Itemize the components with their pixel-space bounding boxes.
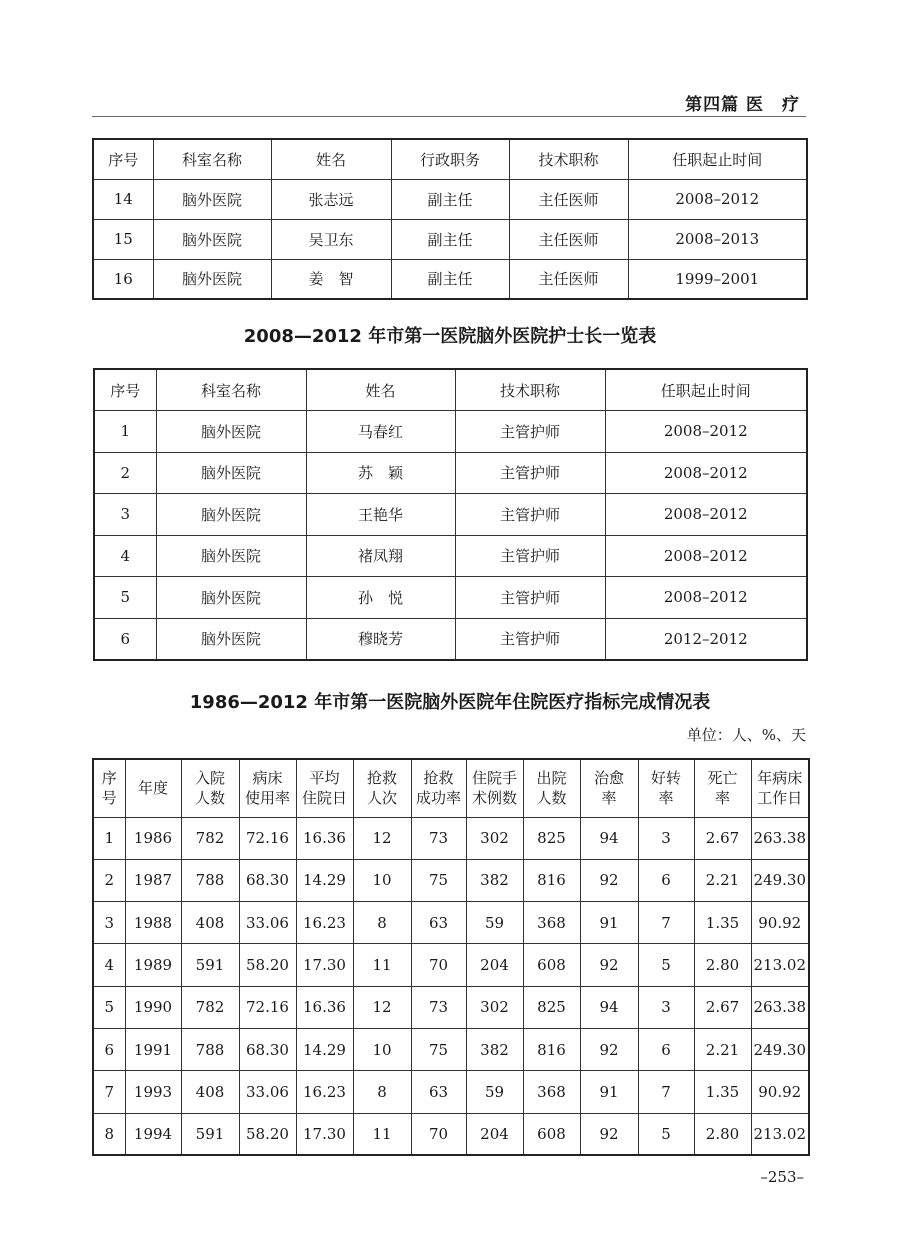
- table-cell: 脑外医院: [156, 494, 306, 536]
- table-cell: 825: [523, 817, 580, 859]
- table-cell: 3: [93, 902, 125, 944]
- table-row: [93, 259, 807, 299]
- table-cell: 591: [181, 944, 239, 986]
- table-cell: 825: [523, 986, 580, 1028]
- table-cell: 59: [466, 1071, 523, 1113]
- table-cell: 1991: [125, 1028, 181, 1070]
- table-cell: 吴卫东: [271, 219, 391, 259]
- column-header-line: 入院: [194, 769, 225, 788]
- table-cell: 11: [353, 944, 411, 986]
- table-cell: 75: [411, 1028, 466, 1070]
- table-cell: 92: [580, 859, 638, 901]
- table-cell: 16.36: [296, 817, 353, 859]
- table-cell: 11: [353, 1113, 411, 1155]
- table-cell: 2: [94, 452, 156, 494]
- table-cell: 6: [638, 1028, 694, 1070]
- table-cell: 816: [523, 859, 580, 901]
- table-cell: 10: [353, 859, 411, 901]
- column-header: 科室名称: [156, 369, 306, 411]
- column-header-line: 率: [714, 789, 730, 808]
- table-cell: 孙 悦: [306, 577, 455, 619]
- chapter-title: 第四篇 医 疗: [685, 95, 800, 115]
- table-cell: 主管护师: [455, 577, 605, 619]
- table-cell: 382: [466, 1028, 523, 1070]
- table-cell: 副主任: [391, 219, 509, 259]
- table-cell: 脑外医院: [153, 179, 271, 219]
- table-cell: 5: [94, 577, 156, 619]
- table-cell: 63: [411, 1071, 466, 1113]
- table-cell: 92: [580, 944, 638, 986]
- table-cell: 408: [181, 902, 239, 944]
- table-row: [93, 817, 809, 859]
- column-header-line: 率: [601, 789, 617, 808]
- table-cell: 2: [93, 859, 125, 901]
- table-cell: 5: [638, 1113, 694, 1155]
- table-cell: 主管护师: [455, 411, 605, 453]
- table-cell: 1.35: [694, 902, 751, 944]
- column-header: 行政职务: [391, 139, 509, 179]
- table-cell: 4: [94, 535, 156, 577]
- column-header-line: 术例数: [471, 789, 517, 808]
- table-cell: 2.67: [694, 817, 751, 859]
- column-header: 科室名称: [153, 139, 271, 179]
- table-row: [94, 411, 807, 453]
- table-cell: 263.38: [751, 986, 809, 1028]
- table-cell: 1: [93, 817, 125, 859]
- column-header-line: 号: [101, 789, 117, 808]
- table-cell: 2.80: [694, 1113, 751, 1155]
- column-header-line: 年病床: [757, 769, 803, 788]
- medical-indicators-table: [92, 758, 810, 1156]
- table-cell: 12: [353, 817, 411, 859]
- table-cell: 2.80: [694, 944, 751, 986]
- column-header: [93, 759, 125, 817]
- table-cell: 脑外医院: [156, 411, 306, 453]
- column-header: [694, 759, 751, 817]
- page-number: –253–: [760, 1168, 804, 1186]
- table-cell: 7: [638, 1071, 694, 1113]
- column-header-line: 人次: [366, 789, 397, 808]
- table-cell: 608: [523, 944, 580, 986]
- column-header-line: 人数: [194, 789, 225, 808]
- table-cell: 2.21: [694, 1028, 751, 1070]
- table-header-row: [93, 759, 809, 817]
- table-cell: 2008–2013: [628, 219, 807, 259]
- table-cell: 2012–2012: [605, 618, 807, 660]
- table-cell: 副主任: [391, 179, 509, 219]
- table-cell: 脑外医院: [156, 452, 306, 494]
- table-cell: 302: [466, 986, 523, 1028]
- table-cell: 788: [181, 859, 239, 901]
- table-cell: 16: [93, 259, 153, 299]
- table-cell: 816: [523, 1028, 580, 1070]
- table-cell: 1.35: [694, 1071, 751, 1113]
- column-header: [523, 759, 580, 817]
- page-header: [92, 88, 806, 117]
- column-header-line: 工作日: [757, 789, 803, 808]
- table-cell: 90.92: [751, 902, 809, 944]
- table-cell: 68.30: [239, 859, 296, 901]
- column-header: 任职起止时间: [605, 369, 807, 411]
- column-header: [638, 759, 694, 817]
- table-row: [93, 902, 809, 944]
- table-cell: 249.30: [751, 1028, 809, 1070]
- table-cell: 2008–2012: [628, 179, 807, 219]
- table-cell: 主任医师: [509, 259, 628, 299]
- table-cell: 2008–2012: [605, 577, 807, 619]
- table-cell: 608: [523, 1113, 580, 1155]
- table-cell: 副主任: [391, 259, 509, 299]
- column-header: [125, 759, 181, 817]
- table-cell: 6: [94, 618, 156, 660]
- table-cell: 204: [466, 1113, 523, 1155]
- table-cell: 14: [93, 179, 153, 219]
- table-cell: 2008–2012: [605, 411, 807, 453]
- table-cell: 主管护师: [455, 494, 605, 536]
- table-cell: 16.23: [296, 1071, 353, 1113]
- table-row: [94, 577, 807, 619]
- medical-indicators-table-title: 1986—2012 年市第一医院脑外医院年住院医疗指标完成情况表: [189, 692, 711, 713]
- table-cell: 75: [411, 859, 466, 901]
- column-header-line: 人数: [536, 789, 567, 808]
- table-cell: 2008–2012: [605, 494, 807, 536]
- head-nurse-table-title: 2008—2012 年市第一医院脑外医院护士长一览表: [243, 326, 657, 347]
- table-cell: 主管护师: [455, 452, 605, 494]
- table-cell: 58.20: [239, 944, 296, 986]
- table-cell: 94: [580, 817, 638, 859]
- table-cell: 591: [181, 1113, 239, 1155]
- table-cell: 15: [93, 219, 153, 259]
- table-cell: 2008–2012: [605, 452, 807, 494]
- table-cell: 788: [181, 1028, 239, 1070]
- table-cell: 1988: [125, 902, 181, 944]
- table-cell: 73: [411, 817, 466, 859]
- table-cell: 782: [181, 986, 239, 1028]
- column-header-line: 抢救: [366, 769, 397, 788]
- table-cell: 73: [411, 986, 466, 1028]
- table-cell: 马春红: [306, 411, 455, 453]
- table-row: [93, 1028, 809, 1070]
- table-cell: 33.06: [239, 1071, 296, 1113]
- table-cell: 33.06: [239, 902, 296, 944]
- table-cell: 穆晓芳: [306, 618, 455, 660]
- column-header: [751, 759, 809, 817]
- column-header: 序号: [94, 369, 156, 411]
- table-cell: 368: [523, 1071, 580, 1113]
- table-cell: 褚凤翔: [306, 535, 455, 577]
- table-cell: 1994: [125, 1113, 181, 1155]
- table-cell: 主管护师: [455, 535, 605, 577]
- table-row: [94, 494, 807, 536]
- table-cell: 92: [580, 1113, 638, 1155]
- column-header: 姓名: [306, 369, 455, 411]
- table-cell: 主管护师: [455, 618, 605, 660]
- column-header-line: 住院手: [471, 769, 517, 788]
- table-cell: 16.23: [296, 902, 353, 944]
- table-cell: 16.36: [296, 986, 353, 1028]
- table-cell: 3: [94, 494, 156, 536]
- table-cell: 1999–2001: [628, 259, 807, 299]
- table-cell: 368: [523, 902, 580, 944]
- table-cell: 5: [93, 986, 125, 1028]
- table-cell: 8: [353, 1071, 411, 1113]
- table-cell: 1987: [125, 859, 181, 901]
- table-cell: 10: [353, 1028, 411, 1070]
- table-cell: 782: [181, 817, 239, 859]
- table-cell: 8: [93, 1113, 125, 1155]
- column-header-line: 住院日: [301, 789, 347, 808]
- table-cell: 204: [466, 944, 523, 986]
- column-header-line: 出院: [536, 769, 567, 788]
- table-cell: 72.16: [239, 817, 296, 859]
- table-cell: 脑外医院: [153, 219, 271, 259]
- column-header-line: 年度: [137, 779, 168, 798]
- column-header: [296, 759, 353, 817]
- table-row: [93, 1113, 809, 1155]
- table-cell: 213.02: [751, 944, 809, 986]
- column-header-line: 平均: [309, 769, 340, 788]
- table-cell: 249.30: [751, 859, 809, 901]
- column-header: 姓名: [271, 139, 391, 179]
- column-header-line: 序: [101, 769, 117, 788]
- table-cell: 主任医师: [509, 179, 628, 219]
- table-cell: 263.38: [751, 817, 809, 859]
- table-cell: 主任医师: [509, 219, 628, 259]
- table-cell: 脑外医院: [156, 535, 306, 577]
- column-header: [580, 759, 638, 817]
- unit-note: 单位：人、%、天: [686, 726, 806, 744]
- table-row: [94, 452, 807, 494]
- column-header: [239, 759, 296, 817]
- table-cell: 脑外医院: [153, 259, 271, 299]
- table-cell: 72.16: [239, 986, 296, 1028]
- table-cell: 7: [93, 1071, 125, 1113]
- table-cell: 91: [580, 902, 638, 944]
- table-row: [93, 859, 809, 901]
- table-cell: 17.30: [296, 944, 353, 986]
- table-cell: 12: [353, 986, 411, 1028]
- column-header: 技术职称: [509, 139, 628, 179]
- column-header: [466, 759, 523, 817]
- table-cell: 姜 智: [271, 259, 391, 299]
- table-cell: 58.20: [239, 1113, 296, 1155]
- table-cell: 脑外医院: [156, 618, 306, 660]
- table-cell: 4: [93, 944, 125, 986]
- column-header-line: 死亡: [707, 769, 738, 788]
- table-cell: 90.92: [751, 1071, 809, 1113]
- table-cell: 3: [638, 817, 694, 859]
- table-cell: 59: [466, 902, 523, 944]
- table-cell: 213.02: [751, 1113, 809, 1155]
- table-cell: 1989: [125, 944, 181, 986]
- table-cell: 2.67: [694, 986, 751, 1028]
- table-cell: 1: [94, 411, 156, 453]
- column-header: 技术职称: [455, 369, 605, 411]
- column-header: [181, 759, 239, 817]
- table-cell: 3: [638, 986, 694, 1028]
- table-cell: 14.29: [296, 859, 353, 901]
- table-cell: 王艳华: [306, 494, 455, 536]
- table-row: [94, 535, 807, 577]
- table-row: [93, 986, 809, 1028]
- head-nurse-table: [93, 368, 808, 661]
- table-row: [93, 1071, 809, 1113]
- table-cell: 14.29: [296, 1028, 353, 1070]
- table-cell: 2008–2012: [605, 535, 807, 577]
- table-cell: 苏 颖: [306, 452, 455, 494]
- column-header-line: 使用率: [244, 789, 290, 808]
- column-header-line: 成功率: [415, 789, 461, 808]
- table-cell: 7: [638, 902, 694, 944]
- table-cell: 70: [411, 944, 466, 986]
- table-row: [93, 219, 807, 259]
- table-cell: 94: [580, 986, 638, 1028]
- table-cell: 63: [411, 902, 466, 944]
- table-row: [93, 179, 807, 219]
- table-cell: 68.30: [239, 1028, 296, 1070]
- table-cell: 1986: [125, 817, 181, 859]
- column-header-line: 抢救: [423, 769, 454, 788]
- table-header-row: [93, 139, 807, 179]
- table-cell: 92: [580, 1028, 638, 1070]
- table-cell: 1993: [125, 1071, 181, 1113]
- column-header: [411, 759, 466, 817]
- table-header-row: [94, 369, 807, 411]
- table-cell: 1990: [125, 986, 181, 1028]
- table-cell: 脑外医院: [156, 577, 306, 619]
- table-cell: 5: [638, 944, 694, 986]
- table-cell: 382: [466, 859, 523, 901]
- table-cell: 6: [638, 859, 694, 901]
- table-cell: 70: [411, 1113, 466, 1155]
- table-cell: 2.21: [694, 859, 751, 901]
- column-header-line: 治愈: [593, 769, 624, 788]
- table-cell: 17.30: [296, 1113, 353, 1155]
- column-header: 序号: [93, 139, 153, 179]
- table-cell: 8: [353, 902, 411, 944]
- column-header: [353, 759, 411, 817]
- table-cell: 91: [580, 1071, 638, 1113]
- table-cell: 302: [466, 817, 523, 859]
- column-header-line: 率: [658, 789, 674, 808]
- table-row: [93, 944, 809, 986]
- table-cell: 408: [181, 1071, 239, 1113]
- column-header-line: 病床: [252, 769, 283, 788]
- table-cell: 6: [93, 1028, 125, 1070]
- table-row: [94, 618, 807, 660]
- column-header: 任职起止时间: [628, 139, 807, 179]
- department-directors-table: [92, 138, 808, 300]
- column-header-line: 好转: [650, 769, 681, 788]
- table-cell: 张志远: [271, 179, 391, 219]
